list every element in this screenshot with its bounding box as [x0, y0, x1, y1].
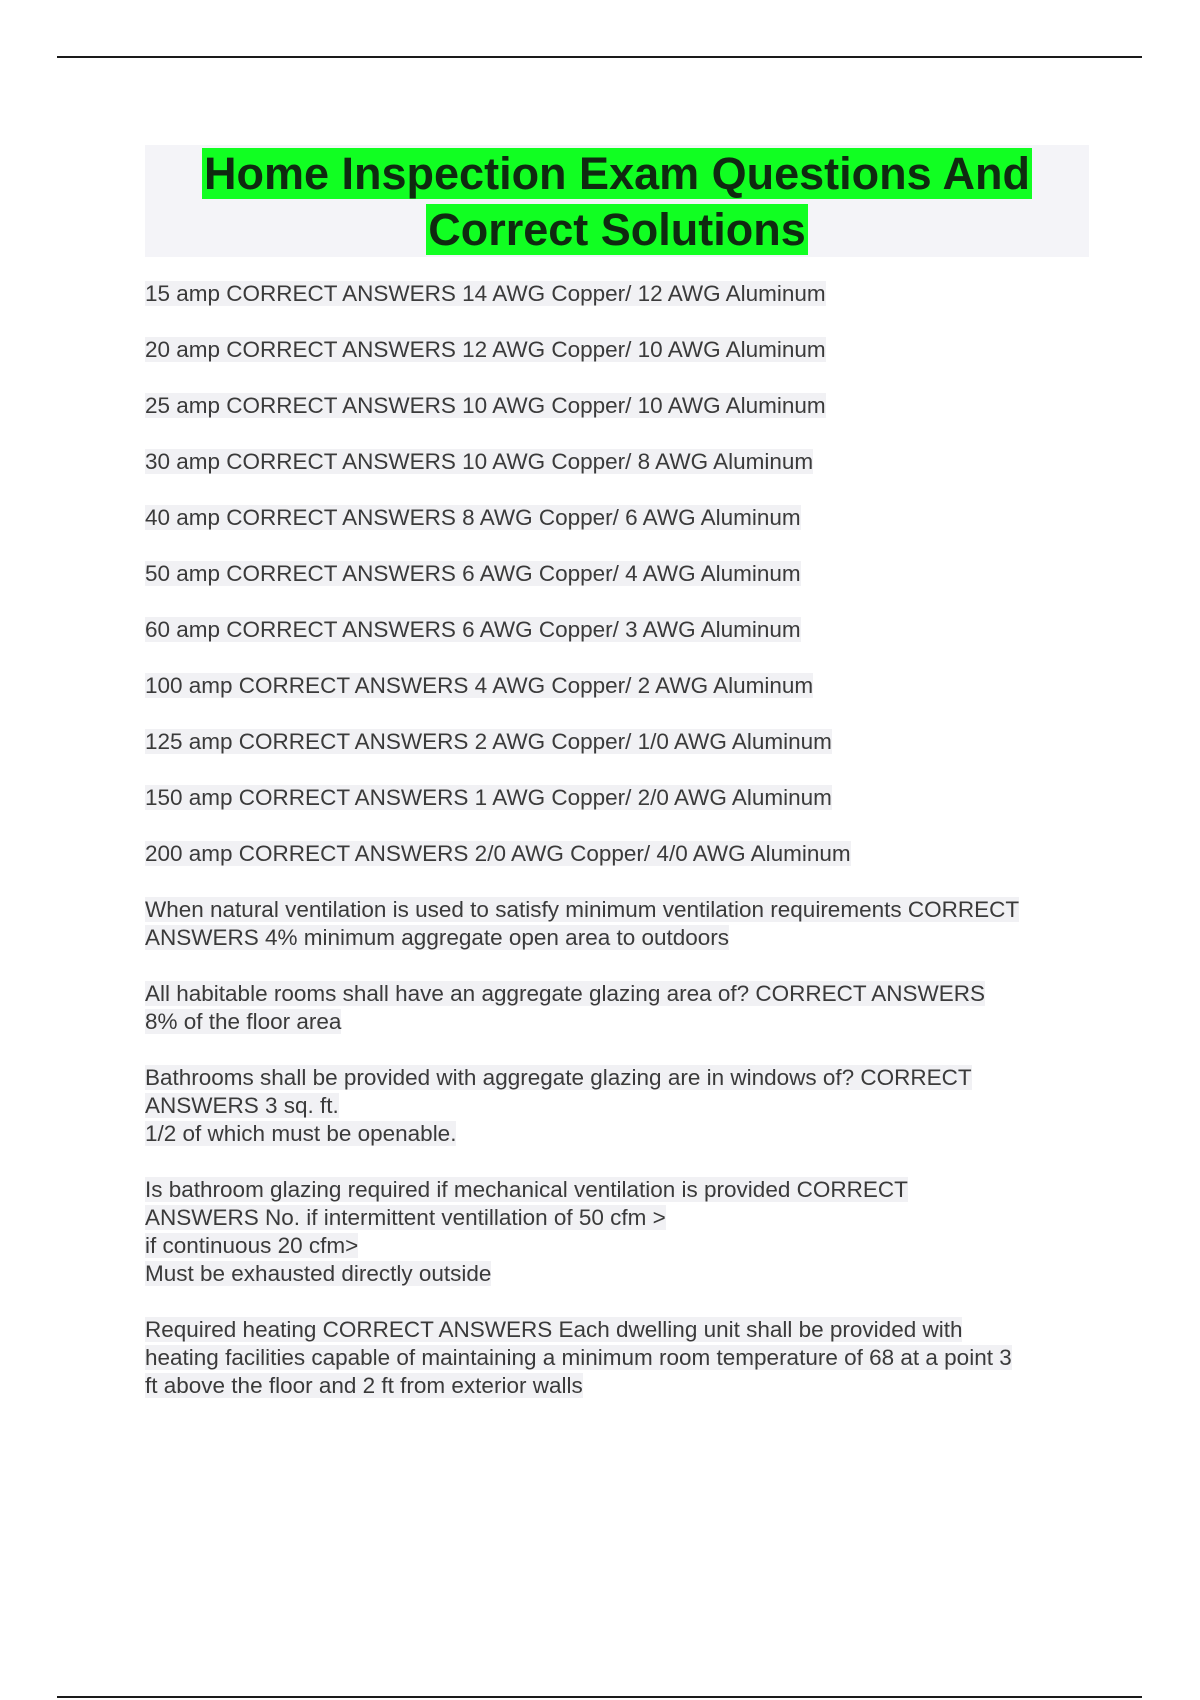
qa-line: 150 amp CORRECT ANSWERS 1 AWG Copper/ 2/0 AWG Aluminum	[145, 785, 832, 810]
bottom-rule	[57, 1696, 1142, 1698]
qa-line: ft above the floor and 2 ft from exterior walls	[145, 1373, 583, 1398]
qa-item	[145, 728, 1090, 756]
page-title	[145, 145, 1089, 258]
qa-line: Is bathroom glazing required if mechanical ventilation is provided CORRECT	[145, 1177, 908, 1202]
qa-item	[145, 448, 1090, 476]
qa-line: 20 amp CORRECT ANSWERS 12 AWG Copper/ 10 AWG Aluminum	[145, 337, 826, 362]
qa-line: 125 amp CORRECT ANSWERS 2 AWG Copper/ 1/0 AWG Aluminum	[145, 729, 832, 754]
top-rule	[57, 56, 1142, 58]
qa-item	[145, 980, 1090, 1036]
qa-item	[145, 840, 1090, 868]
qa-line: heating facilities capable of maintaining a minimum room temperature of 68 at a point 3	[145, 1345, 1012, 1370]
qa-line: 100 amp CORRECT ANSWERS 4 AWG Copper/ 2 AWG Aluminum	[145, 673, 814, 698]
qa-line: 30 amp CORRECT ANSWERS 10 AWG Copper/ 8 AWG Aluminum	[145, 449, 814, 474]
title-line-1: Home Inspection Exam Questions And	[204, 148, 1030, 199]
qa-line: ANSWERS No. if intermittent ventillation of 50 cfm >	[145, 1205, 666, 1230]
qa-item	[145, 1064, 1090, 1148]
qa-line: ANSWERS 3 sq. ft.	[145, 1093, 339, 1118]
qa-line: if continuous 20 cfm>	[145, 1233, 359, 1258]
qa-item	[145, 616, 1090, 644]
qa-line: 8% of the floor area	[145, 1009, 342, 1034]
qa-item	[145, 392, 1090, 420]
qa-item	[145, 280, 1090, 308]
qa-item	[145, 896, 1090, 952]
qa-item	[145, 672, 1090, 700]
qa-line: 1/2 of which must be openable.	[145, 1121, 457, 1146]
qa-line: Must be exhausted directly outside	[145, 1261, 492, 1286]
qa-line: 60 amp CORRECT ANSWERS 6 AWG Copper/ 3 AWG Aluminum	[145, 617, 801, 642]
document-title-block	[145, 145, 1089, 257]
qa-line: Bathrooms shall be provided with aggregate glazing are in windows of? CORRECT	[145, 1065, 972, 1090]
qa-line: Required heating CORRECT ANSWERS Each dwelling unit shall be provided with	[145, 1317, 963, 1342]
qa-line: 15 amp CORRECT ANSWERS 14 AWG Copper/ 12 AWG Aluminum	[145, 281, 826, 306]
title-line-2: Correct Solutions	[428, 204, 806, 255]
qa-line: 50 amp CORRECT ANSWERS 6 AWG Copper/ 4 AWG Aluminum	[145, 561, 801, 586]
qa-line: 200 amp CORRECT ANSWERS 2/0 AWG Copper/ 4/0 AWG Aluminum	[145, 841, 851, 866]
qa-item	[145, 336, 1090, 364]
qa-line: ANSWERS 4% minimum aggregate open area to outdoors	[145, 925, 730, 950]
qa-item	[145, 1316, 1090, 1400]
qa-item	[145, 560, 1090, 588]
qa-line: When natural ventilation is used to satisfy minimum ventilation requirements CORRECT	[145, 897, 1020, 922]
qa-item	[145, 504, 1090, 532]
qa-line: 40 amp CORRECT ANSWERS 8 AWG Copper/ 6 AWG Aluminum	[145, 505, 801, 530]
qa-item	[145, 784, 1090, 812]
qa-item	[145, 1176, 1090, 1288]
qa-line: 25 amp CORRECT ANSWERS 10 AWG Copper/ 10 AWG Aluminum	[145, 393, 826, 418]
qa-list	[145, 280, 1090, 1428]
qa-line: All habitable rooms shall have an aggregate glazing area of? CORRECT ANSWERS	[145, 981, 986, 1006]
